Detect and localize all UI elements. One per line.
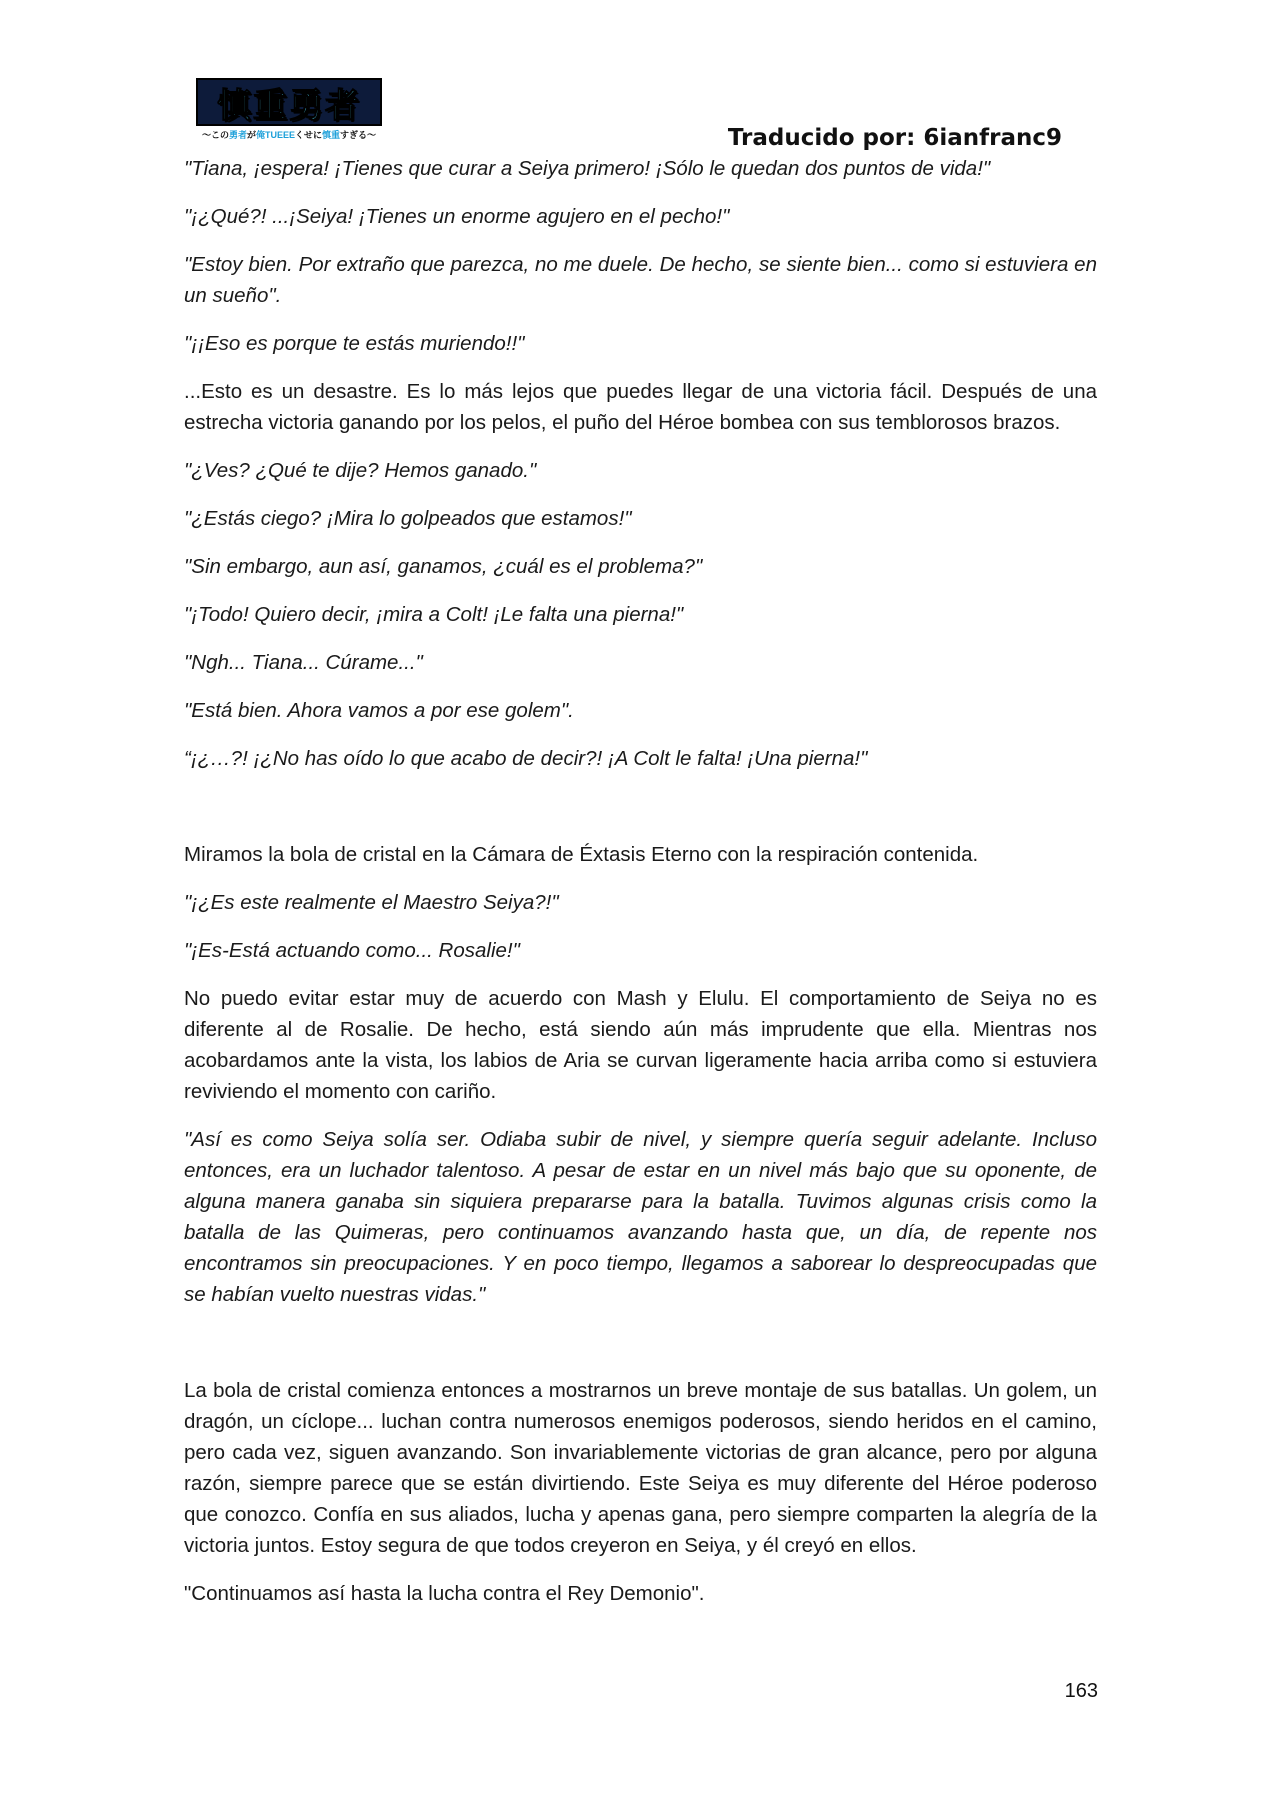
dialogue-paragraph: "¡¡Eso es porque te estás muriendo!!" (184, 332, 525, 355)
logo-sub-part: 〜この (201, 130, 229, 140)
logo-sub-part: が (246, 130, 256, 140)
dialogue-paragraph: "¡Todo! Quiero decir, ¡mira a Colt! ¡Le falta una pierna!" (184, 603, 684, 626)
dialogue-paragraph: "¡¿Es este realmente el Maestro Seiya?!" (184, 891, 559, 914)
dialogue-paragraph: “¡¿…?! ¡¿No has oído lo que acabo de decir?! ¡A Colt le falta! ¡Una pierna!" (184, 747, 868, 770)
page-number: 163 (1064, 1680, 1098, 1702)
logo-sub-part: くせに (295, 130, 323, 140)
logo-sub-part: 慎重 (322, 130, 341, 140)
narration-paragraph: Miramos la bola de cristal en la Cámara de Éxtasis Eterno con la respiración contenida. (184, 843, 979, 866)
narration-paragraph: "Continuamos así hasta la lucha contra el Rey Demonio". (184, 1582, 705, 1605)
logo-sub-part: すぎる〜 (340, 130, 377, 140)
section-break (184, 1327, 1097, 1375)
narration-paragraph: No puedo evitar estar muy de acuerdo con Mash y Elulu. El comportamiento de Seiya no es diferente al de Rosalie. De hecho, está siendo aún más imprudente que ella. Mientras nos acobardamos ante la vista, los labios de Aria se curvan ligeramente hacia arriba como si estuviera reviviendo el momento con cariño. (184, 987, 1097, 1103)
dialogue-paragraph: "Así es como Seiya solía ser. Odiaba subir de nivel, y siempre quería seguir adelante. Incluso entonces, era un luchador talentoso. A pesar de estar en un nivel más bajo que su oponente, de alguna manera ganaba sin siquiera prepararse para la batalla. Tuvimos algunas crisis como la batalla de las Quimeras, pero continuamos avanzando hasta que, un día, de repente nos encontramos sin preocupaciones. Y en poco tiempo, llegamos a saborear lo despreocupadas que se habían vuelto nuestras vidas." (184, 1128, 1097, 1306)
dialogue-paragraph: "¡Es-Está actuando como... Rosalie!" (184, 939, 520, 962)
body-text (184, 153, 1097, 1626)
section-break (184, 791, 1097, 839)
narration-paragraph: ...Esto es un desastre. Es lo más lejos que puedes llegar de una victoria fácil. Después de una estrecha victoria ganando por los pelos, el puño del Héroe bombea con sus temblorosos brazos. (184, 380, 1097, 434)
series-logo (196, 78, 382, 144)
dialogue-paragraph: "Está bien. Ahora vamos a por ese golem". (184, 699, 574, 722)
logo-box (196, 78, 382, 126)
dialogue-paragraph: "Sin embargo, aun así, ganamos, ¿cuál es el problema?" (184, 555, 703, 578)
logo-subtitle (196, 128, 382, 141)
dialogue-paragraph: "¿Ves? ¿Qué te dije? Hemos ganado." (184, 459, 537, 482)
dialogue-paragraph: "Estoy bien. Por extraño que parezca, no me duele. De hecho, se siente bien... como si estuviera en un sueño". (184, 253, 1097, 307)
narration-paragraph: La bola de cristal comienza entonces a mostrarnos un breve montaje de sus batallas. Un golem, un dragón, un cíclope... luchan contra numerosos enemigos poderosos, siendo heridos en el camino, pero cada vez, siguen avanzando. Son invariablemente victorias de gran alcance, pero por alguna razón, siempre parece que se están divirtiendo. Este Seiya es muy diferente del Héroe poderoso que conozco. Confía en sus aliados, lucha y apenas gana, pero siempre comparten la alegría de la victoria juntos. Estoy segura de que todos creyeron en Seiya, y él creyó en ellos. (184, 1379, 1097, 1557)
dialogue-paragraph: "Tiana, ¡espera! ¡Tienes que curar a Seiya primero! ¡Sólo le quedan dos puntos de vida!" (184, 157, 991, 180)
dialogue-paragraph: "¿Estás ciego? ¡Mira lo golpeados que estamos!" (184, 507, 632, 530)
dialogue-paragraph: "¡¿Qué?! ...¡Seiya! ¡Tienes un enorme agujero en el pecho!" (184, 205, 730, 228)
translator-credit: Traducido por: 6ianfranc9 (727, 125, 1062, 151)
logo-sub-part: 俺TUEEE (255, 130, 295, 140)
dialogue-paragraph: "Ngh... Tiana... Cúrame..." (184, 651, 423, 674)
logo-sub-part: 勇者 (228, 130, 247, 140)
logo-title: 慎重勇者 (217, 85, 361, 126)
